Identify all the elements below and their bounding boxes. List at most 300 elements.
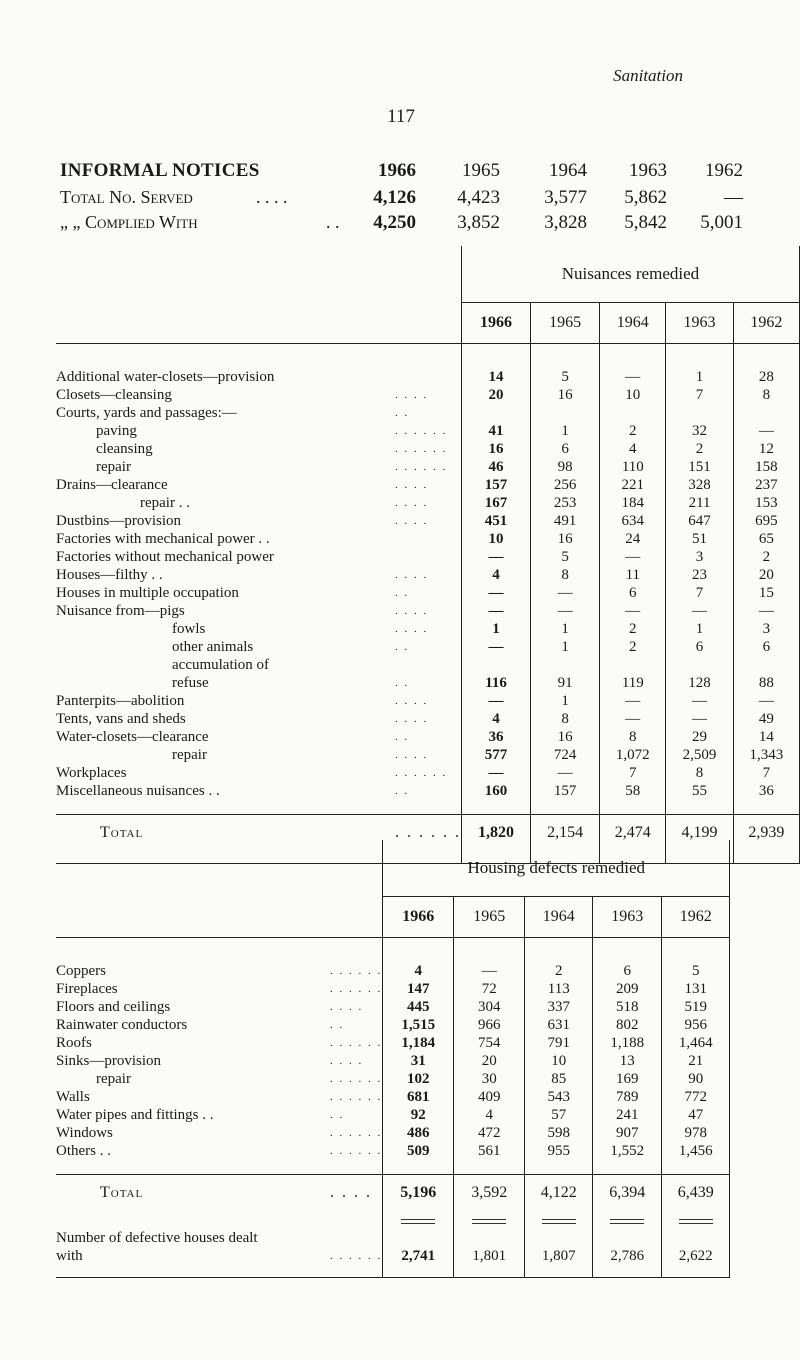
value-1964: 543 bbox=[525, 1088, 593, 1106]
leader-dots: . . . . . . bbox=[330, 1250, 383, 1262]
value-1965: 491 bbox=[531, 512, 600, 530]
leader-dots: . . . . bbox=[394, 623, 429, 635]
value-1962: 3 bbox=[733, 620, 799, 638]
leader-dots bbox=[395, 368, 462, 386]
value-1964: 24 bbox=[600, 530, 666, 548]
value-1964: — bbox=[600, 710, 666, 728]
served-1964: 3,577 bbox=[544, 187, 587, 208]
complied-dots: . . bbox=[326, 212, 340, 232]
row-label: cleansing bbox=[96, 441, 153, 457]
table-row bbox=[56, 566, 800, 584]
leader-dots: . . . . bbox=[394, 389, 429, 401]
blank-cell bbox=[395, 303, 462, 344]
defective-label-cont: with bbox=[56, 1248, 83, 1264]
blank-cell bbox=[733, 344, 799, 369]
blank-cell bbox=[525, 938, 593, 963]
row-label: repair bbox=[96, 459, 131, 475]
blank-cell bbox=[531, 800, 600, 815]
total-1963: 6,394 bbox=[593, 1175, 662, 1212]
value-1964: 7 bbox=[600, 764, 666, 782]
value-1964: — bbox=[600, 692, 666, 710]
double-underline bbox=[610, 1219, 644, 1224]
value-1966: 4 bbox=[383, 962, 454, 980]
blank-cell bbox=[666, 344, 733, 369]
blank-cell bbox=[56, 897, 330, 938]
row-label: Closets—cleansing bbox=[56, 387, 172, 403]
blank-cell bbox=[330, 938, 383, 963]
value-1965: 754 bbox=[454, 1034, 525, 1052]
value-1965: 253 bbox=[531, 494, 600, 512]
value-1963: 6 bbox=[666, 638, 733, 656]
row-label: Sinks—provision bbox=[56, 1053, 162, 1069]
value-1965: 30 bbox=[454, 1070, 525, 1088]
value-1962: 90 bbox=[662, 1070, 730, 1088]
double-underline bbox=[472, 1219, 506, 1224]
value-1965: 4 bbox=[454, 1106, 525, 1124]
blank-cell bbox=[395, 344, 462, 369]
value-1963: 1 bbox=[666, 620, 733, 638]
value-1966: 1,515 bbox=[383, 1016, 454, 1034]
value-1964: — bbox=[600, 548, 666, 566]
row-label: Others . . bbox=[56, 1143, 111, 1159]
double-underline bbox=[401, 1219, 435, 1224]
defective-label: Number of defective houses dealt bbox=[56, 1230, 258, 1246]
blank-cell bbox=[395, 800, 462, 815]
row-label: Floors and ceilings bbox=[56, 999, 171, 1015]
value-1963: 211 bbox=[666, 494, 733, 512]
leader-dots: . . . . bbox=[330, 1175, 383, 1212]
blank-cell bbox=[461, 800, 530, 815]
table-row bbox=[56, 674, 800, 692]
total-1962: 2,939 bbox=[733, 815, 799, 852]
value-1962: — bbox=[733, 422, 799, 440]
total-1963: 4,199 bbox=[666, 815, 733, 852]
table-row bbox=[56, 602, 800, 620]
value-1965: — bbox=[454, 962, 525, 980]
complied-1963: 5,842 bbox=[624, 212, 667, 233]
blank-cell bbox=[593, 1265, 662, 1278]
value-1966: 1 bbox=[461, 620, 530, 638]
blank-cell bbox=[600, 800, 666, 815]
blank-cell bbox=[56, 246, 395, 303]
table-row bbox=[56, 530, 800, 548]
complied-1962: 5,001 bbox=[700, 212, 743, 233]
value-1963: 647 bbox=[666, 512, 733, 530]
value-1962: 153 bbox=[733, 494, 799, 512]
leader-dots: . . . . bbox=[394, 515, 429, 527]
blank-cell bbox=[383, 1265, 454, 1278]
total-label: Total bbox=[56, 815, 395, 852]
leader-dots: . . . . bbox=[394, 479, 429, 491]
value-1963: 51 bbox=[666, 530, 733, 548]
value-1963: — bbox=[666, 692, 733, 710]
value-1966: 36 bbox=[461, 728, 530, 746]
blank-cell bbox=[454, 1229, 525, 1247]
value-1964: 631 bbox=[525, 1016, 593, 1034]
value-1966: 10 bbox=[461, 530, 530, 548]
value-1966: 577 bbox=[461, 746, 530, 764]
table-row bbox=[56, 440, 800, 458]
value-1962: 20 bbox=[733, 566, 799, 584]
double-underline bbox=[662, 1211, 730, 1229]
value-1966: — bbox=[461, 638, 530, 656]
row-label: Fireplaces bbox=[56, 981, 118, 997]
value-1962: 237 bbox=[733, 476, 799, 494]
row-label: Houses in multiple occupation bbox=[56, 585, 239, 601]
blank-cell bbox=[733, 800, 799, 815]
blank-cell bbox=[330, 840, 383, 897]
value-1962: 5 bbox=[662, 962, 730, 980]
housing-defects-table bbox=[56, 840, 730, 1278]
value-1963: 802 bbox=[593, 1016, 662, 1034]
table-row bbox=[56, 458, 800, 476]
total-1965: 3,592 bbox=[454, 1175, 525, 1212]
value-1963: 151 bbox=[666, 458, 733, 476]
row-label: Walls bbox=[56, 1089, 90, 1105]
value-1964: 1,072 bbox=[600, 746, 666, 764]
value-1966: 31 bbox=[383, 1052, 454, 1070]
blank-cell bbox=[733, 851, 799, 864]
value-1962: 695 bbox=[733, 512, 799, 530]
row-label: Drains—clearance bbox=[56, 477, 168, 493]
table-row bbox=[56, 692, 800, 710]
value-1963: 3 bbox=[666, 548, 733, 566]
table-row bbox=[56, 1106, 730, 1124]
table-row bbox=[56, 1124, 730, 1142]
value-1964: 110 bbox=[600, 458, 666, 476]
nuisances-table bbox=[56, 246, 800, 864]
informal-notices-title: INFORMAL NOTICES bbox=[60, 160, 260, 181]
double-underline bbox=[525, 1211, 593, 1229]
leader-dots: . . . . . . bbox=[394, 425, 448, 437]
value-1963: — bbox=[666, 710, 733, 728]
row-label: paving bbox=[96, 423, 137, 439]
blank-cell bbox=[56, 840, 330, 897]
blank-cell bbox=[525, 1229, 593, 1247]
row-label: Dustbins—provision bbox=[56, 513, 182, 529]
table-row bbox=[56, 1016, 730, 1034]
housing-caption: Housing defects remedied bbox=[383, 840, 730, 897]
table-row bbox=[56, 764, 800, 782]
leader-dots: . . bbox=[394, 407, 410, 419]
total-1964: 4,122 bbox=[525, 1175, 593, 1212]
value-1966: — bbox=[461, 584, 530, 602]
value-1965: 16 bbox=[531, 386, 600, 404]
value-1963: 2 bbox=[666, 440, 733, 458]
table-row bbox=[56, 710, 800, 728]
double-underline bbox=[542, 1219, 576, 1224]
row-label: repair . . bbox=[140, 495, 190, 511]
value-1965: — bbox=[531, 602, 600, 620]
table-row bbox=[56, 548, 800, 566]
complied-1966: 4,250 bbox=[373, 212, 416, 233]
row-label: Tents, vans and sheds bbox=[56, 711, 186, 727]
value-1964: 184 bbox=[600, 494, 666, 512]
value-1965: 472 bbox=[454, 1124, 525, 1142]
value-1965: 91 bbox=[531, 674, 600, 692]
value-1966: 157 bbox=[461, 476, 530, 494]
value-1962: — bbox=[733, 692, 799, 710]
value-1963: 1,188 bbox=[593, 1034, 662, 1052]
leader-dots: . . . . . . bbox=[395, 815, 462, 852]
total-1965: 2,154 bbox=[531, 815, 600, 852]
value-1962: 1,343 bbox=[733, 746, 799, 764]
served-1962: — bbox=[724, 187, 743, 208]
value-1965: 5 bbox=[531, 368, 600, 386]
table-row bbox=[56, 1034, 730, 1052]
blank-cell bbox=[662, 938, 730, 963]
value-1966: 167 bbox=[461, 494, 530, 512]
row-label: Nuisance from—pigs bbox=[56, 603, 185, 619]
blank-cell bbox=[56, 938, 330, 963]
value-1966: 486 bbox=[383, 1124, 454, 1142]
value-1964 bbox=[600, 404, 666, 422]
blank-cell bbox=[525, 1160, 593, 1175]
served-1963: 5,862 bbox=[624, 187, 667, 208]
year-header-1966: 1966 bbox=[461, 303, 530, 344]
leader-dots bbox=[395, 548, 462, 566]
value-1965: 1 bbox=[531, 692, 600, 710]
value-1965: 966 bbox=[454, 1016, 525, 1034]
value-1963: 7 bbox=[666, 584, 733, 602]
row-label: Coppers bbox=[56, 963, 106, 979]
row-label: Rainwater conductors bbox=[56, 1017, 188, 1033]
row-label: Miscellaneous nuisances . . bbox=[56, 783, 220, 799]
year-header-1962: 1962 bbox=[662, 897, 730, 938]
value-1963: 169 bbox=[593, 1070, 662, 1088]
value-1964: 8 bbox=[600, 728, 666, 746]
leader-dots: . . . . bbox=[394, 749, 429, 761]
value-1962: 1,464 bbox=[662, 1034, 730, 1052]
value-1962 bbox=[733, 404, 799, 422]
value-1965: 1 bbox=[531, 638, 600, 656]
blank-cell bbox=[662, 1229, 730, 1247]
leader-dots: . . . . . . bbox=[330, 1091, 383, 1103]
value-1966: 160 bbox=[461, 782, 530, 800]
blank-cell bbox=[454, 938, 525, 963]
blank-cell bbox=[56, 303, 395, 344]
value-1963: 29 bbox=[666, 728, 733, 746]
row-label: Houses—filthy . . bbox=[56, 567, 163, 583]
blank-cell bbox=[56, 344, 395, 369]
row-label: Windows bbox=[56, 1125, 113, 1141]
value-1964: 2 bbox=[600, 620, 666, 638]
value-1966: 681 bbox=[383, 1088, 454, 1106]
value-1966: — bbox=[461, 602, 530, 620]
value-1966: 116 bbox=[461, 674, 530, 692]
inf-year-1966: 1966 bbox=[378, 160, 416, 181]
value-1966: 46 bbox=[461, 458, 530, 476]
value-1963: 1 bbox=[666, 368, 733, 386]
table-row bbox=[56, 404, 800, 422]
year-header-1964: 1964 bbox=[525, 897, 593, 938]
value-1966: 102 bbox=[383, 1070, 454, 1088]
defective-1963: 2,786 bbox=[593, 1247, 662, 1265]
table-row bbox=[56, 422, 800, 440]
blank-cell bbox=[593, 938, 662, 963]
row-label: fowls bbox=[172, 621, 206, 637]
blank-cell bbox=[600, 344, 666, 369]
value-1965: 8 bbox=[531, 710, 600, 728]
leader-dots: . . . . . . bbox=[330, 1037, 383, 1049]
value-1962: 2 bbox=[733, 548, 799, 566]
inf-year-1963: 1963 bbox=[629, 160, 667, 181]
value-1962: 88 bbox=[733, 674, 799, 692]
blank-cell bbox=[56, 1265, 330, 1278]
value-1965: 72 bbox=[454, 980, 525, 998]
leader-dots: . . . . . . bbox=[330, 965, 383, 977]
blank-cell bbox=[531, 344, 600, 369]
nuisances-caption: Nuisances remedied bbox=[461, 246, 799, 303]
value-1964: 10 bbox=[600, 386, 666, 404]
value-1964: 955 bbox=[525, 1142, 593, 1160]
value-1962: — bbox=[733, 602, 799, 620]
value-1962: 49 bbox=[733, 710, 799, 728]
blank-cell bbox=[666, 800, 733, 815]
value-1962 bbox=[733, 656, 799, 674]
value-1965: 561 bbox=[454, 1142, 525, 1160]
value-1963: 55 bbox=[666, 782, 733, 800]
value-1963: 6 bbox=[593, 962, 662, 980]
page-number: 117 bbox=[387, 106, 415, 127]
year-header-1965: 1965 bbox=[454, 897, 525, 938]
leader-dots: . . . . bbox=[394, 695, 429, 707]
value-1964: 221 bbox=[600, 476, 666, 494]
leader-dots: . . . . bbox=[394, 713, 429, 725]
value-1963: 328 bbox=[666, 476, 733, 494]
value-1964: — bbox=[600, 602, 666, 620]
leader-dots: . . . . . . bbox=[330, 983, 383, 995]
value-1963 bbox=[666, 404, 733, 422]
value-1962: 158 bbox=[733, 458, 799, 476]
double-underline bbox=[679, 1219, 713, 1224]
year-header-1966: 1966 bbox=[383, 897, 454, 938]
leader-dots bbox=[395, 530, 462, 548]
value-1965: 8 bbox=[531, 566, 600, 584]
leader-dots: . . . . bbox=[330, 1001, 364, 1013]
value-1962: 36 bbox=[733, 782, 799, 800]
blank-cell bbox=[330, 1160, 383, 1175]
served-1965: 4,423 bbox=[457, 187, 500, 208]
value-1963: 8 bbox=[666, 764, 733, 782]
value-1966: 20 bbox=[461, 386, 530, 404]
defective-houses-row bbox=[56, 1229, 730, 1247]
complied-1965: 3,852 bbox=[457, 212, 500, 233]
value-1966: 147 bbox=[383, 980, 454, 998]
leader-dots: . . . . . . bbox=[330, 1127, 383, 1139]
value-1962: 8 bbox=[733, 386, 799, 404]
value-1966: — bbox=[461, 692, 530, 710]
value-1965: 5 bbox=[531, 548, 600, 566]
value-1965: — bbox=[531, 764, 600, 782]
value-1963: 2,509 bbox=[666, 746, 733, 764]
value-1962: 65 bbox=[733, 530, 799, 548]
table-row bbox=[56, 1142, 730, 1160]
value-1964: 791 bbox=[525, 1034, 593, 1052]
blank-cell bbox=[330, 1211, 383, 1229]
table-row bbox=[56, 1052, 730, 1070]
value-1964: 85 bbox=[525, 1070, 593, 1088]
total-served-dots: . . . . bbox=[256, 187, 288, 207]
value-1966: 16 bbox=[461, 440, 530, 458]
value-1962: 14 bbox=[733, 728, 799, 746]
leader-dots: . . . . . . bbox=[394, 767, 448, 779]
double-underline bbox=[383, 1211, 454, 1229]
table-row bbox=[56, 980, 730, 998]
value-1966: 92 bbox=[383, 1106, 454, 1124]
value-1962: 956 bbox=[662, 1016, 730, 1034]
blank-cell bbox=[525, 1265, 593, 1278]
value-1962: 6 bbox=[733, 638, 799, 656]
value-1966: 445 bbox=[383, 998, 454, 1016]
blank-cell bbox=[593, 1229, 662, 1247]
blank-cell bbox=[662, 1160, 730, 1175]
value-1963: 518 bbox=[593, 998, 662, 1016]
row-label: Water pipes and fittings . . bbox=[56, 1107, 214, 1123]
table-row bbox=[56, 656, 800, 674]
blank-cell bbox=[330, 1229, 383, 1247]
leader-dots bbox=[395, 656, 462, 674]
defective-1965: 1,801 bbox=[454, 1247, 525, 1265]
leader-dots: . . . . bbox=[394, 497, 429, 509]
blank-cell bbox=[662, 1265, 730, 1278]
table-row bbox=[56, 782, 800, 800]
leader-dots: . . . . . . bbox=[394, 461, 448, 473]
value-1963: — bbox=[666, 602, 733, 620]
value-1964 bbox=[600, 656, 666, 674]
year-header-1963: 1963 bbox=[666, 303, 733, 344]
complied-label: „ „ Complied With bbox=[60, 212, 198, 232]
table-row bbox=[56, 368, 800, 386]
value-1964: 113 bbox=[525, 980, 593, 998]
value-1963: 23 bbox=[666, 566, 733, 584]
value-1965: 724 bbox=[531, 746, 600, 764]
value-1965: 1 bbox=[531, 422, 600, 440]
value-1963: 241 bbox=[593, 1106, 662, 1124]
complied-1964: 3,828 bbox=[544, 212, 587, 233]
value-1964: 2 bbox=[600, 422, 666, 440]
value-1963: 907 bbox=[593, 1124, 662, 1142]
value-1965: 6 bbox=[531, 440, 600, 458]
table-row bbox=[56, 746, 800, 764]
blank-cell bbox=[383, 1229, 454, 1247]
value-1963: 789 bbox=[593, 1088, 662, 1106]
value-1963: 13 bbox=[593, 1052, 662, 1070]
value-1962: 47 bbox=[662, 1106, 730, 1124]
value-1963 bbox=[666, 656, 733, 674]
year-header-1963: 1963 bbox=[593, 897, 662, 938]
value-1964: 119 bbox=[600, 674, 666, 692]
leader-dots: . . . . bbox=[394, 605, 429, 617]
leader-dots: . . . . . . bbox=[330, 1073, 383, 1085]
value-1966: 4 bbox=[461, 566, 530, 584]
value-1965: 409 bbox=[454, 1088, 525, 1106]
value-1964: 10 bbox=[525, 1052, 593, 1070]
leader-dots: . . bbox=[394, 587, 410, 599]
value-1964: 2 bbox=[600, 638, 666, 656]
blank-cell bbox=[454, 1160, 525, 1175]
value-1965: 20 bbox=[454, 1052, 525, 1070]
value-1965: 157 bbox=[531, 782, 600, 800]
value-1962: 1,456 bbox=[662, 1142, 730, 1160]
value-1962: 772 bbox=[662, 1088, 730, 1106]
row-label: repair bbox=[172, 747, 207, 763]
blank-cell bbox=[330, 897, 383, 938]
row-label: Panterpits—abolition bbox=[56, 693, 185, 709]
total-1966: 1,820 bbox=[461, 815, 530, 852]
value-1966: 41 bbox=[461, 422, 530, 440]
value-1962: 12 bbox=[733, 440, 799, 458]
